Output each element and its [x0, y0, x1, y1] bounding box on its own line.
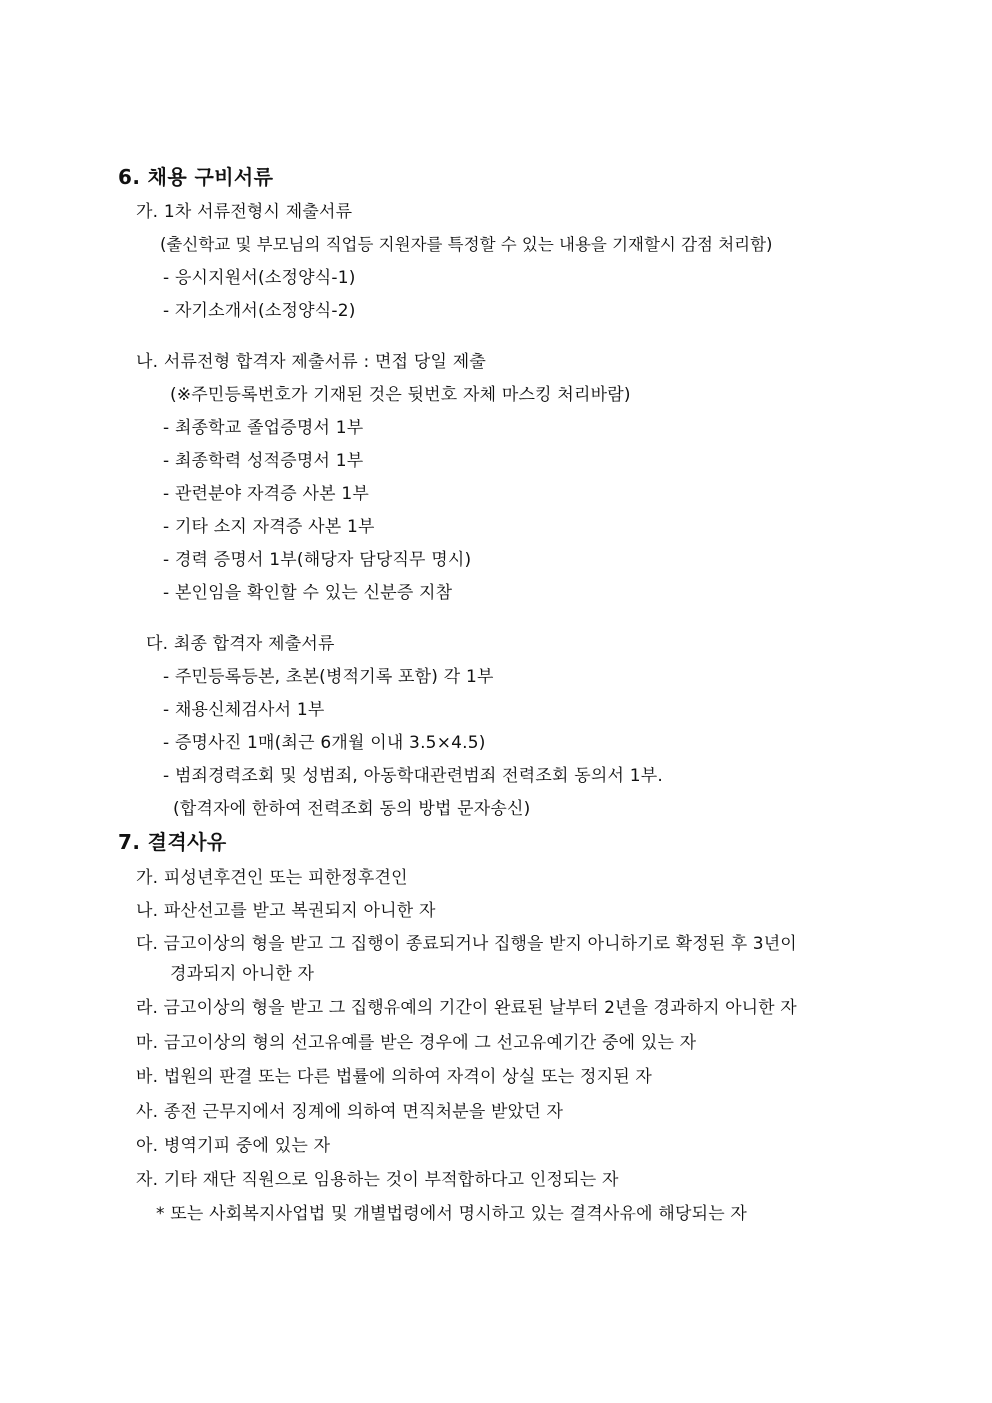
section-7-title: 7. 결격사유 [118, 830, 227, 854]
list-item-continuation: 경과되지 아니한 자 [170, 964, 315, 984]
section-6-ga-note: (출신학교 및 부모님의 직업등 지원자를 특정할 수 있는 내용을 기재할시 감점 처리함) [160, 235, 773, 254]
section-6-da-note: (합격자에 한하여 전력조회 동의 방법 문자송신) [173, 799, 531, 819]
section-7-footnote: * 또는 사회복지사업법 및 개별법령에서 명시하고 있는 결격사유에 해당되는 자 [156, 1204, 748, 1224]
list-item: 가. 피성년후견인 또는 피한정후견인 [136, 868, 408, 888]
section-6-na-heading: 나. 서류전형 합격자 제출서류 : 면접 당일 제출 [136, 352, 486, 372]
list-item: - 범죄경력조회 및 성범죄, 아동학대관련범죄 전력조회 동의서 1부. [163, 766, 663, 786]
list-item: 마. 금고이상의 형의 선고유예를 받은 경우에 그 선고유예기간 중에 있는 자 [136, 1033, 697, 1053]
list-item: - 본인임을 확인할 수 있는 신분증 지참 [163, 583, 453, 603]
list-item: - 증명사진 1매(최근 6개월 이내 3.5×4.5) [163, 733, 486, 753]
section-6-ga-heading: 가. 1차 서류전형시 제출서류 [136, 202, 353, 222]
list-item: - 최종학력 성적증명서 1부 [163, 451, 364, 471]
list-item: - 채용신체검사서 1부 [163, 700, 325, 720]
list-item: 바. 법원의 판결 또는 다른 법률에 의하여 자격이 상실 또는 정지된 자 [136, 1067, 653, 1087]
list-item: 다. 금고이상의 형을 받고 그 집행이 종료되거나 집행을 받지 아니하기로 확정된 후 3년이 [136, 934, 797, 954]
list-item: 사. 종전 근무지에서 징계에 의하여 면직처분을 받았던 자 [136, 1102, 564, 1122]
list-item: - 자기소개서(소정양식-2) [163, 301, 356, 321]
list-item: 나. 파산선고를 받고 복권되지 아니한 자 [136, 901, 436, 921]
list-item: - 주민등록등본, 초본(병적기록 포함) 각 1부 [163, 667, 494, 687]
list-item: - 관련분야 자격증 사본 1부 [163, 484, 369, 504]
section-6-na-note: (※주민등록번호가 기재된 것은 뒷번호 자체 마스킹 처리바람) [170, 385, 631, 405]
list-item: 아. 병역기피 중에 있는 자 [136, 1136, 331, 1156]
list-item: - 경력 증명서 1부(해당자 담당직무 명시) [163, 550, 472, 570]
list-item: - 응시지원서(소정양식-1) [163, 268, 356, 288]
list-item: - 최종학교 졸업증명서 1부 [163, 418, 364, 438]
list-item: - 기타 소지 자격증 사본 1부 [163, 517, 375, 537]
list-item: 자. 기타 재단 직원으로 임용하는 것이 부적합하다고 인정되는 자 [136, 1170, 619, 1190]
list-item: 라. 금고이상의 형을 받고 그 집행유예의 기간이 완료된 날부터 2년을 경과하지 아니한 자 [136, 998, 797, 1018]
section-6-da-heading: 다. 최종 합격자 제출서류 [146, 634, 335, 654]
section-6-title: 6. 채용 구비서류 [118, 165, 274, 189]
